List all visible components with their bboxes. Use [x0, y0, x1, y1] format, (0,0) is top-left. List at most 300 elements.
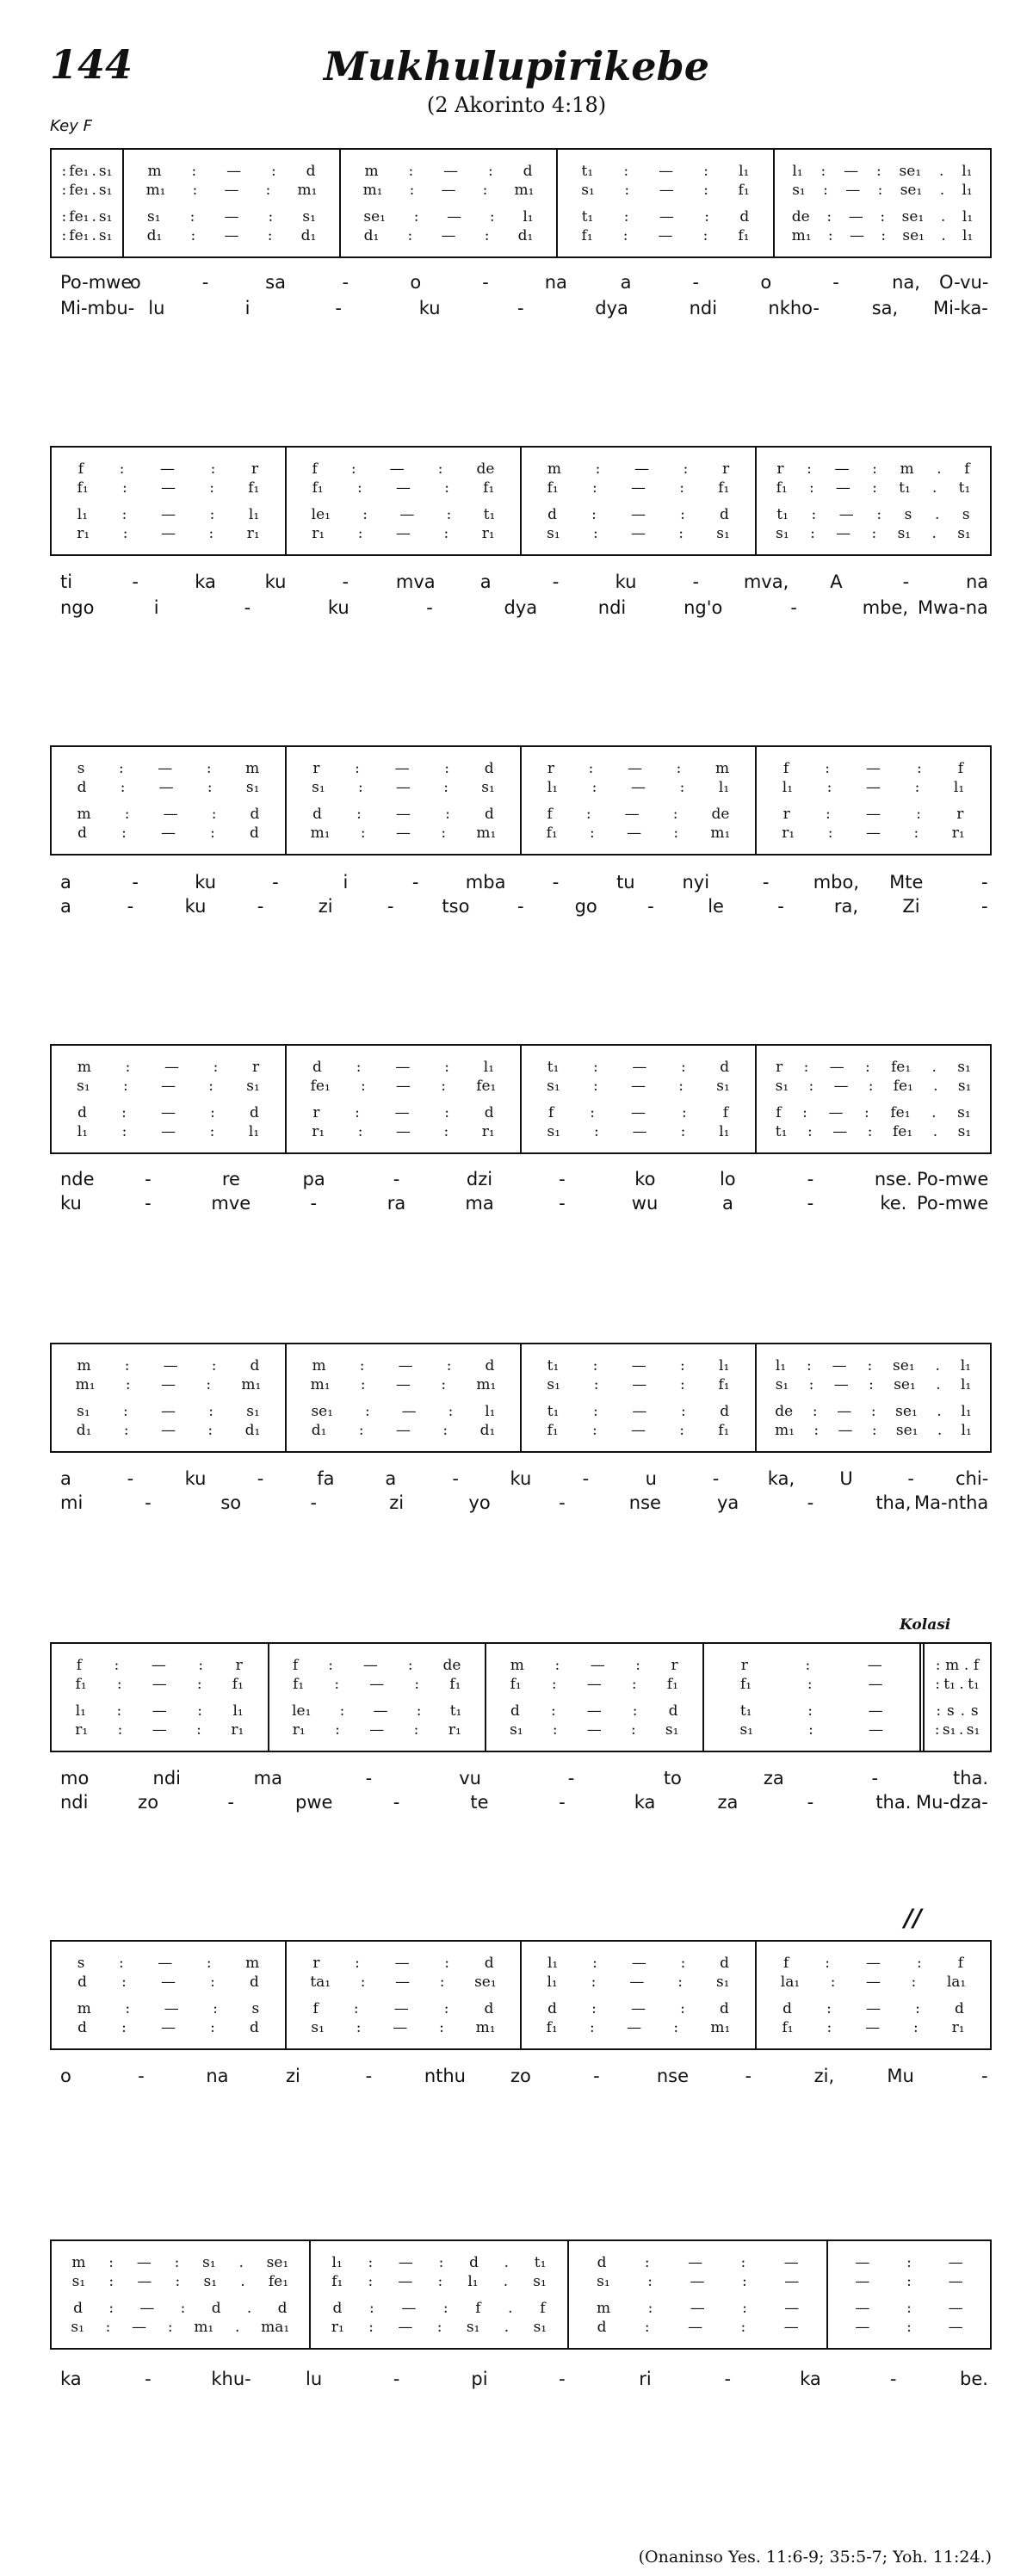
note-token: s₁	[957, 524, 971, 542]
note-token: —	[690, 2299, 705, 2317]
note-token: r	[312, 759, 320, 777]
lyric-syllable: nyi	[682, 872, 710, 893]
note-token: :	[180, 2299, 186, 2317]
note-token: :	[592, 524, 598, 542]
lyric-syllable: ka	[800, 2369, 821, 2389]
note-token: d	[523, 162, 533, 180]
voice-gap	[52, 2291, 309, 2299]
note-token: s₁	[71, 2272, 86, 2290]
note-token: f	[540, 2299, 546, 2317]
lyric-syllable: ku	[510, 1468, 532, 1489]
note-token: f	[312, 1999, 319, 2017]
soprano-notes	[52, 1058, 285, 1077]
note-token: ma₁	[261, 2318, 290, 2336]
note-token: :	[588, 759, 594, 777]
note-token: :	[196, 1720, 201, 1739]
lyric-syllable: i	[244, 298, 251, 318]
note-token: :	[864, 1103, 869, 1121]
lyric-syllable: ma	[253, 1768, 282, 1788]
note-token: :	[407, 226, 413, 244]
lyric-syllable: -	[387, 896, 394, 917]
note-token: r₁	[77, 524, 90, 542]
note-token: d	[73, 2299, 84, 2317]
note-token: fe₁	[69, 207, 90, 225]
note-token: :	[350, 460, 356, 478]
note-token: l₁	[77, 505, 89, 523]
lyric-syllable: -	[647, 896, 654, 917]
system-2	[50, 446, 992, 556]
alto-notes	[757, 1375, 990, 1394]
soprano-notes	[704, 1656, 920, 1675]
note-token: :	[881, 226, 887, 244]
lyric-line-2	[50, 1193, 992, 1217]
lyric-line-1	[50, 1468, 992, 1492]
note-token: :	[644, 2318, 650, 2336]
bass-notes	[124, 226, 339, 245]
lyric-syllable: ke.	[880, 1193, 907, 1214]
note-token: —	[395, 1973, 411, 1991]
lyric-syllable: o	[129, 272, 141, 293]
soprano-notes	[757, 759, 990, 778]
note-token: —	[855, 2272, 870, 2290]
soprano-notes	[522, 759, 755, 778]
note-token: s	[251, 1999, 260, 2017]
measure	[520, 1046, 755, 1152]
measure	[520, 1344, 755, 1451]
tenor-notes	[287, 1402, 520, 1421]
measure	[702, 1644, 920, 1751]
lyric-syllable: ra,	[833, 896, 859, 917]
note-token: t₁	[581, 207, 594, 225]
lyric-syllable: mva	[395, 571, 436, 592]
voice-gap	[52, 497, 285, 505]
note-token: t₁	[547, 1058, 560, 1076]
lyric-syllable: zi	[389, 1492, 405, 1513]
alto-notes	[124, 181, 339, 200]
note-token: .	[958, 1720, 964, 1739]
note-token: :	[820, 162, 826, 180]
note-token: —	[226, 162, 242, 180]
bass-notes	[311, 2318, 568, 2337]
note-token: :	[125, 1375, 131, 1393]
note-token: :	[121, 479, 127, 497]
note-token: :	[591, 505, 597, 523]
note-token: —	[160, 1375, 176, 1393]
note-token: l₁	[547, 1954, 559, 1972]
note-token: —	[834, 460, 850, 478]
note-token: —	[837, 1402, 852, 1420]
soprano-notes	[757, 460, 990, 479]
note-token: d	[306, 162, 316, 180]
note-token: —	[630, 1103, 646, 1121]
note-token: :	[439, 1973, 445, 1991]
note-token: s₁	[547, 1122, 561, 1140]
note-token: —	[630, 1421, 646, 1439]
note-token: f	[292, 1656, 299, 1674]
note-token: :	[807, 1675, 813, 1693]
note-token: :	[673, 2018, 679, 2036]
lyric-syllable: sa	[265, 272, 286, 293]
lyric-line-1	[50, 2066, 992, 2090]
lyric-syllable: ku	[195, 872, 217, 893]
lyric-syllable: ndi	[60, 1792, 89, 1813]
measure	[52, 747, 285, 854]
note-token: :	[827, 226, 833, 244]
lyric-syllable: -	[692, 571, 700, 592]
lyric-syllable: ku	[264, 571, 287, 592]
note-token: s₁	[775, 1375, 789, 1393]
voice-gap	[52, 797, 285, 805]
note-token: —	[164, 1999, 179, 2017]
note-token: :	[61, 226, 67, 244]
note-token: :	[591, 778, 597, 796]
note-token: m	[71, 2253, 86, 2271]
note-token: —	[398, 1356, 413, 1374]
note-token: :	[632, 1702, 638, 1720]
note-token: m₁	[710, 824, 731, 842]
alto-notes	[757, 1077, 990, 1096]
lyric-syllable: tu	[616, 872, 635, 893]
note-token: s₁	[957, 1122, 972, 1140]
note-token: —	[160, 505, 176, 523]
note-token: m₁	[310, 1375, 331, 1393]
lyric-syllable: Po-mwe	[917, 1193, 989, 1214]
lyric-line-1	[50, 2369, 992, 2393]
lyric-syllable: Mi-ka-	[933, 298, 988, 318]
note-token: m	[77, 1356, 91, 1374]
note-token: :	[61, 181, 67, 199]
note-token: f₁	[331, 2272, 343, 2290]
lyric-syllable: ku	[615, 571, 637, 592]
note-token: s	[970, 1702, 979, 1720]
note-token: s₁	[246, 1402, 260, 1420]
soprano-notes	[269, 1656, 486, 1675]
note-token: r	[251, 1058, 260, 1076]
lyric-syllable: ti	[60, 571, 73, 592]
note-token: r	[782, 805, 790, 823]
bass-notes	[52, 1720, 268, 1739]
note-token: :	[740, 2318, 746, 2336]
note-token: f₁	[738, 181, 750, 199]
note-token: :	[635, 1656, 640, 1674]
alto-notes	[925, 1675, 990, 1694]
note-token: :	[442, 2299, 448, 2317]
note-token: r	[721, 460, 730, 478]
lyric-line-1	[50, 872, 992, 896]
note-token: m₁	[791, 226, 812, 244]
note-token: t₁	[943, 1675, 956, 1693]
note-token: :	[209, 505, 215, 523]
note-token: :	[119, 1954, 124, 1972]
note-token: :	[647, 2272, 653, 2290]
note-token: :	[934, 1720, 940, 1739]
note-token: s₁	[245, 778, 260, 796]
voice-gap	[287, 1096, 520, 1103]
note-token: s₁	[510, 1720, 523, 1739]
note-token: :	[623, 207, 629, 225]
note-token: :	[704, 207, 709, 225]
note-token: :	[673, 824, 679, 842]
note-token: —	[631, 1954, 646, 1972]
note-token: f₁	[248, 479, 260, 497]
soprano-notes	[522, 1356, 755, 1375]
note-token: s₁	[957, 1103, 971, 1121]
bass-notes	[522, 1122, 755, 1141]
measure	[485, 1644, 702, 1751]
note-token: —	[224, 226, 239, 244]
note-token: m₁	[362, 181, 383, 199]
note-token: :	[823, 181, 828, 199]
note-token: fe₁	[890, 1103, 911, 1121]
note-token: :	[880, 207, 886, 225]
tenor-notes	[341, 207, 556, 226]
soprano-notes	[52, 1954, 285, 1973]
note-token: —	[832, 1122, 848, 1140]
note-token: se₁	[311, 1402, 334, 1420]
note-token: —	[838, 505, 854, 523]
note-token: :	[448, 1402, 454, 1420]
song-title: Mukhulupirikebe	[324, 43, 709, 90]
note-token: —	[829, 1058, 844, 1076]
lyric-syllable: o	[410, 272, 422, 293]
alto-notes	[757, 778, 990, 797]
note-token: —	[441, 226, 456, 244]
note-token: —	[160, 479, 176, 497]
lyric-syllable: -	[517, 298, 524, 318]
note-token: f₁	[77, 479, 89, 497]
note-token: fe₁	[268, 2272, 289, 2290]
note-token: .	[937, 1421, 943, 1439]
note-token: t₁	[776, 505, 789, 523]
note-token: m₁	[476, 1375, 497, 1393]
lyric-syllable: tha,	[875, 1492, 912, 1513]
note-token: .	[963, 1656, 969, 1674]
note-token: d	[249, 824, 259, 842]
lyric-syllable: khu-	[211, 2369, 251, 2389]
note-token: —	[865, 1999, 881, 2017]
lyric-syllable: o	[760, 272, 772, 293]
note-token: —	[395, 778, 411, 796]
note-token: r₁	[292, 1720, 306, 1739]
note-token: :	[206, 1954, 212, 1972]
note-token: m₁	[241, 1375, 262, 1393]
lyric-syllable: -	[567, 1768, 575, 1788]
note-token: —	[624, 805, 640, 823]
note-token: —	[160, 1973, 176, 1991]
alto-notes	[287, 479, 520, 497]
note-token: :	[210, 824, 215, 842]
note-token: —	[158, 778, 174, 796]
note-token: —	[399, 505, 415, 523]
tenor-notes	[52, 1999, 285, 2018]
note-token: s	[947, 1702, 955, 1720]
alto-notes	[775, 181, 990, 200]
note-token: :	[368, 2253, 374, 2271]
note-token: :	[830, 1973, 836, 1991]
lyric-syllable: ndi	[689, 298, 718, 318]
note-token: —	[865, 1954, 881, 1972]
lyric-syllable: -	[145, 1492, 152, 1513]
note-token: :	[121, 1973, 127, 1991]
note-token: :	[120, 778, 126, 796]
note-token: r₁	[951, 824, 965, 842]
note-token: :	[870, 1402, 876, 1420]
note-token: :	[590, 2018, 595, 2036]
lyric-syllable: pwe	[295, 1792, 333, 1813]
note-token: :	[680, 1402, 686, 1420]
note-token: :	[339, 1702, 345, 1720]
lyric-syllable: wu	[631, 1193, 659, 1214]
note-token: d	[547, 505, 557, 523]
alto-notes	[522, 778, 755, 797]
note-token: :	[446, 1356, 452, 1374]
lyric-syllable: Po-mwe	[917, 1169, 989, 1189]
bass-notes	[341, 226, 556, 245]
note-token: :	[360, 824, 366, 842]
note-token: :	[592, 1077, 598, 1095]
note-token: —	[632, 1122, 647, 1140]
note-token: —	[630, 524, 646, 542]
note-token: —	[160, 460, 176, 478]
note-token: :	[356, 479, 362, 497]
alto-notes	[52, 1077, 285, 1096]
note-token: .	[504, 2318, 510, 2336]
tenor-notes	[522, 1999, 755, 2018]
note-token: —	[688, 2318, 703, 2336]
measure	[52, 2241, 309, 2348]
measure	[52, 1644, 268, 1751]
note-token: :	[444, 479, 449, 497]
note-token: —	[152, 1675, 167, 1693]
note-token: :	[936, 1702, 942, 1720]
note-token: —	[401, 2299, 417, 2317]
note-token: —	[632, 1375, 647, 1393]
note-token: —	[163, 1356, 178, 1374]
note-token: —	[868, 1675, 883, 1693]
soprano-notes	[52, 759, 285, 778]
note-token: —	[152, 1702, 167, 1720]
bass-notes	[828, 2318, 990, 2337]
note-token: d	[547, 1999, 557, 2017]
note-token: :	[679, 1421, 684, 1439]
lyric-syllable: ndi	[152, 1768, 182, 1788]
note-token: :	[875, 162, 881, 180]
alto-notes	[704, 1675, 920, 1694]
note-token: f	[973, 1656, 980, 1674]
alto-notes	[828, 2272, 990, 2291]
tenor-notes	[287, 1103, 520, 1122]
measure	[52, 1942, 285, 2048]
bass-notes	[522, 824, 755, 843]
lyric-syllable: te	[470, 1792, 489, 1813]
note-token: .	[960, 1702, 965, 1720]
lyric-syllable: -	[393, 1792, 400, 1813]
soprano-notes	[287, 1954, 520, 1973]
lyric-syllable: ko	[634, 1169, 656, 1189]
note-token: :	[443, 524, 449, 542]
note-token: —	[398, 2272, 413, 2290]
note-token: :	[356, 2018, 362, 2036]
note-token: :	[360, 1375, 366, 1393]
note-token: :	[826, 778, 832, 796]
note-token: s₁	[481, 778, 495, 796]
note-token: :	[702, 226, 708, 244]
note-token: :	[906, 2272, 912, 2290]
note-token: —	[627, 2018, 642, 2036]
lyric-syllable: -	[393, 2369, 400, 2389]
note-token: .	[931, 524, 937, 542]
bass-notes	[52, 524, 285, 543]
voice-gap	[775, 200, 990, 207]
note-token: l₁	[523, 207, 534, 225]
note-token: .	[932, 1122, 938, 1140]
note-token: —	[688, 2253, 703, 2271]
note-token: :	[105, 2318, 111, 2336]
bass-notes	[52, 1421, 285, 1440]
note-token: m₁	[514, 181, 535, 199]
measure	[268, 1644, 486, 1751]
note-token: —	[867, 1656, 882, 1674]
note-token: r₁	[312, 524, 325, 542]
note-token: —	[395, 524, 411, 542]
note-token: :	[871, 1421, 877, 1439]
note-token: m₁	[475, 2018, 496, 2036]
note-token: m	[245, 759, 260, 777]
soprano-notes	[52, 1656, 268, 1675]
bass-notes	[287, 1421, 520, 1440]
note-token: :	[209, 1122, 215, 1140]
lyric-syllable: -	[426, 597, 433, 618]
note-token: :	[357, 524, 363, 542]
note-token: d	[277, 2299, 288, 2317]
note-token: :	[864, 1058, 870, 1076]
note-token: m	[900, 460, 914, 478]
key-signature: Key F	[50, 117, 92, 135]
lyric-syllable: ri	[639, 2369, 652, 2389]
note-token: :	[802, 1103, 807, 1121]
lyric-syllable: -	[559, 1169, 566, 1189]
note-token: :	[911, 1973, 917, 1991]
alto-notes	[341, 181, 556, 200]
note-token: .	[935, 1356, 940, 1374]
note-token: —	[152, 1720, 167, 1739]
note-token: :	[356, 1058, 362, 1076]
note-token: :	[192, 181, 198, 199]
tenor-notes	[52, 805, 285, 824]
note-token: :	[551, 1675, 557, 1693]
note-token: l₁	[248, 1122, 260, 1140]
lyric-line-1	[50, 571, 992, 596]
note-token: :	[328, 1656, 333, 1674]
note-token: :	[871, 524, 877, 542]
note-token: .	[940, 207, 946, 225]
lyric-syllable: Zi	[902, 896, 920, 917]
note-token: :	[679, 778, 685, 796]
note-token: fe₁	[69, 226, 90, 244]
voice-gap	[52, 1096, 285, 1103]
soprano-notes	[925, 1656, 990, 1675]
soprano-notes	[52, 2253, 309, 2272]
lyric-syllable: -	[981, 896, 988, 917]
note-token: :	[121, 824, 127, 842]
note-token: —	[586, 1720, 602, 1739]
note-token: —	[160, 1103, 176, 1121]
lyric-syllable: pa	[302, 1169, 325, 1189]
tenor-notes	[124, 207, 339, 226]
note-token: s	[77, 1954, 85, 1972]
note-token: :	[358, 1421, 364, 1439]
bass-notes	[704, 1720, 920, 1739]
